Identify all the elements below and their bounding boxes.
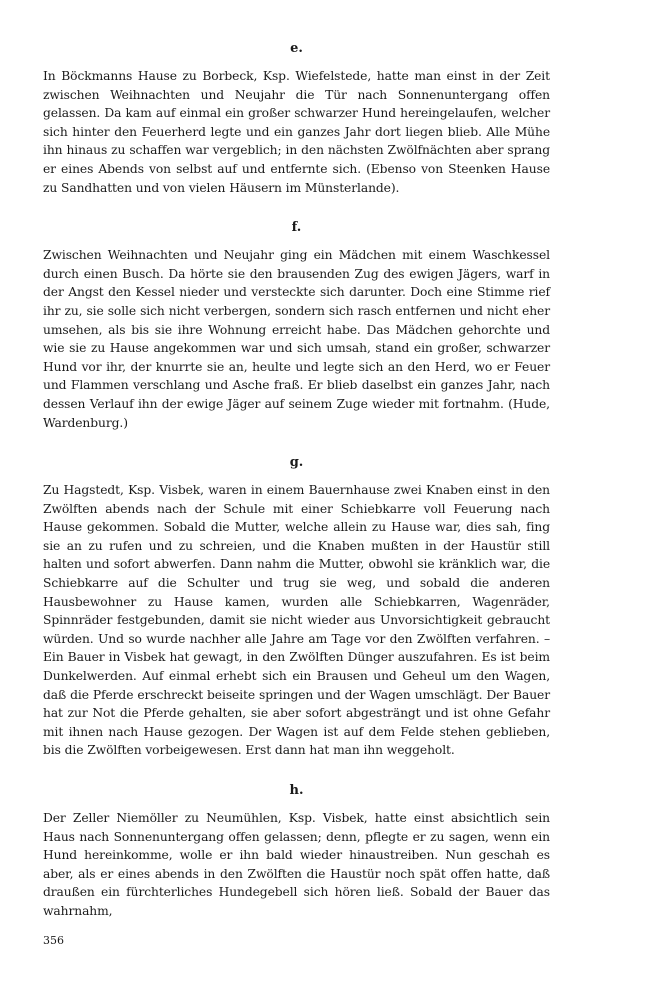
section-f [43,219,550,432]
section-e [43,40,550,197]
section-heading: e. [290,41,303,56]
section-heading: g. [289,455,304,471]
section-paragraph: Zwischen Weihnachten und Neujahr ging ein Mädchen mit einem Waschkessel durch einen Busch. Da hörte sie den brausenden Zug des ewigen Jägers, warf in der Angst den Kessel nieder und versteckte sich darunter. Doch eine Stimme rief ihr zu, sie solle sich nicht verbergen, sondern sich rasch entfernen und nicht eher umsehen, als bis sie ihre Wohnung erreicht habe. Das Mädchen gehorchte und wie sie zu Hause angekommen war und sich umsah, stand ein großer, schwarzer Hund vor ihr, der knurrte sie an, heulte und legte sich an den Herd, wo er Feuer und Flammen verschlang und Asche fraß. Er blieb daselbst ein ganzes Jahr, nach dessen Verlauf ihn der ewige Jäger auf seinem Zuge wieder mit fortnahm. (Hude, Wardenburg.) [43,248,550,430]
section-heading: h. [289,783,304,798]
section-heading: f. [291,220,302,236]
section-paragraph: Zu Hagstedt, Ksp. Visbek, waren in einem Bauernhause zwei Knaben einst in den Zwölften abends nach der Schule mit einer Schiebkarre voll Feuerung nach Hause gekommen. Sobald die Mutter, welche allein zu Hause war, dies sah, fing sie an zu rufen und zu schreien, und die Knaben mußten in der Haustür still halten und sofort abwerfen. Dann nahm die Mutter, obwohl sie kränklich war, die Schiebkarre auf die Schulter und trug sie weg, und sobald die anderen Hausbewohner zu Hause kamen, wurden alle Schiebkarren, Wagenräder, Spinnräder festgebunden, damit sie nicht wieder aus Unvorsichtigkeit gebraucht würden. Und so wurde nachher alle Jahre am Tage vor den Zwölften verfahren. – Ein Bauer in Visbek hat gewagt, in den Zwölften Dünger auszufahren. Es ist beim Dunkelwerden. Auf einmal erhebt sich ein Brausen und Geheul um den Wagen, daß die Pferde erschreckt beiseite springen und der Wagen umschlägt. Der Bauer hat zur Not die Pferde gehalten, sie aber sofort abgesträngt und ist ohne Gefahr mit ihnen nach Hause gezogen. Der Wagen ist auf dem Felde stehen geblieben, bis die Zwölften vorbeigewesen. Erst dann hat man ihn weggeholt. [43,483,550,758]
section-paragraph: In Böckmanns Hause zu Borbeck, Ksp. Wiefelstede, hatte man einst in der Zeit zwischen Weihnachten und Neujahr die Tür nach Sonnenuntergang offen gelassen. Da kam auf einmal ein großer schwarzer Hund hereingelaufen, welcher sich hinter den Feuerherd legte und ein ganzes Jahr dort liegen blieb. Alle Mühe ihn hinaus zu schaffen war vergeblich; in den nächsten Zwölfnächten aber sprang er eines Abends von selbst auf und entfernte sich. (Ebenso von Steenken Hause zu Sandhatten und von vielen Häusern im Münsterlande). [43,69,550,195]
section-h [43,782,550,921]
page-number: 356 [43,934,64,947]
section-g [43,454,550,760]
page-body [43,40,550,943]
section-paragraph: Der Zeller Niemöller zu Neumühlen, Ksp. Visbek, hatte einst absichtlich sein Haus nach Sonnenuntergang offen gelassen; denn, pflegte er zu sagen, wenn ein Hund hereinkomme, wolle er ihn bald wieder hinaustreiben. Nun geschah es aber, als er eines abends in den Zwölften die Haustür noch spät offen hatte, daß draußen ein fürchterliches Hundegebell sich hören ließ. Sobald der Bauer das wahrnahm, [43,811,550,918]
